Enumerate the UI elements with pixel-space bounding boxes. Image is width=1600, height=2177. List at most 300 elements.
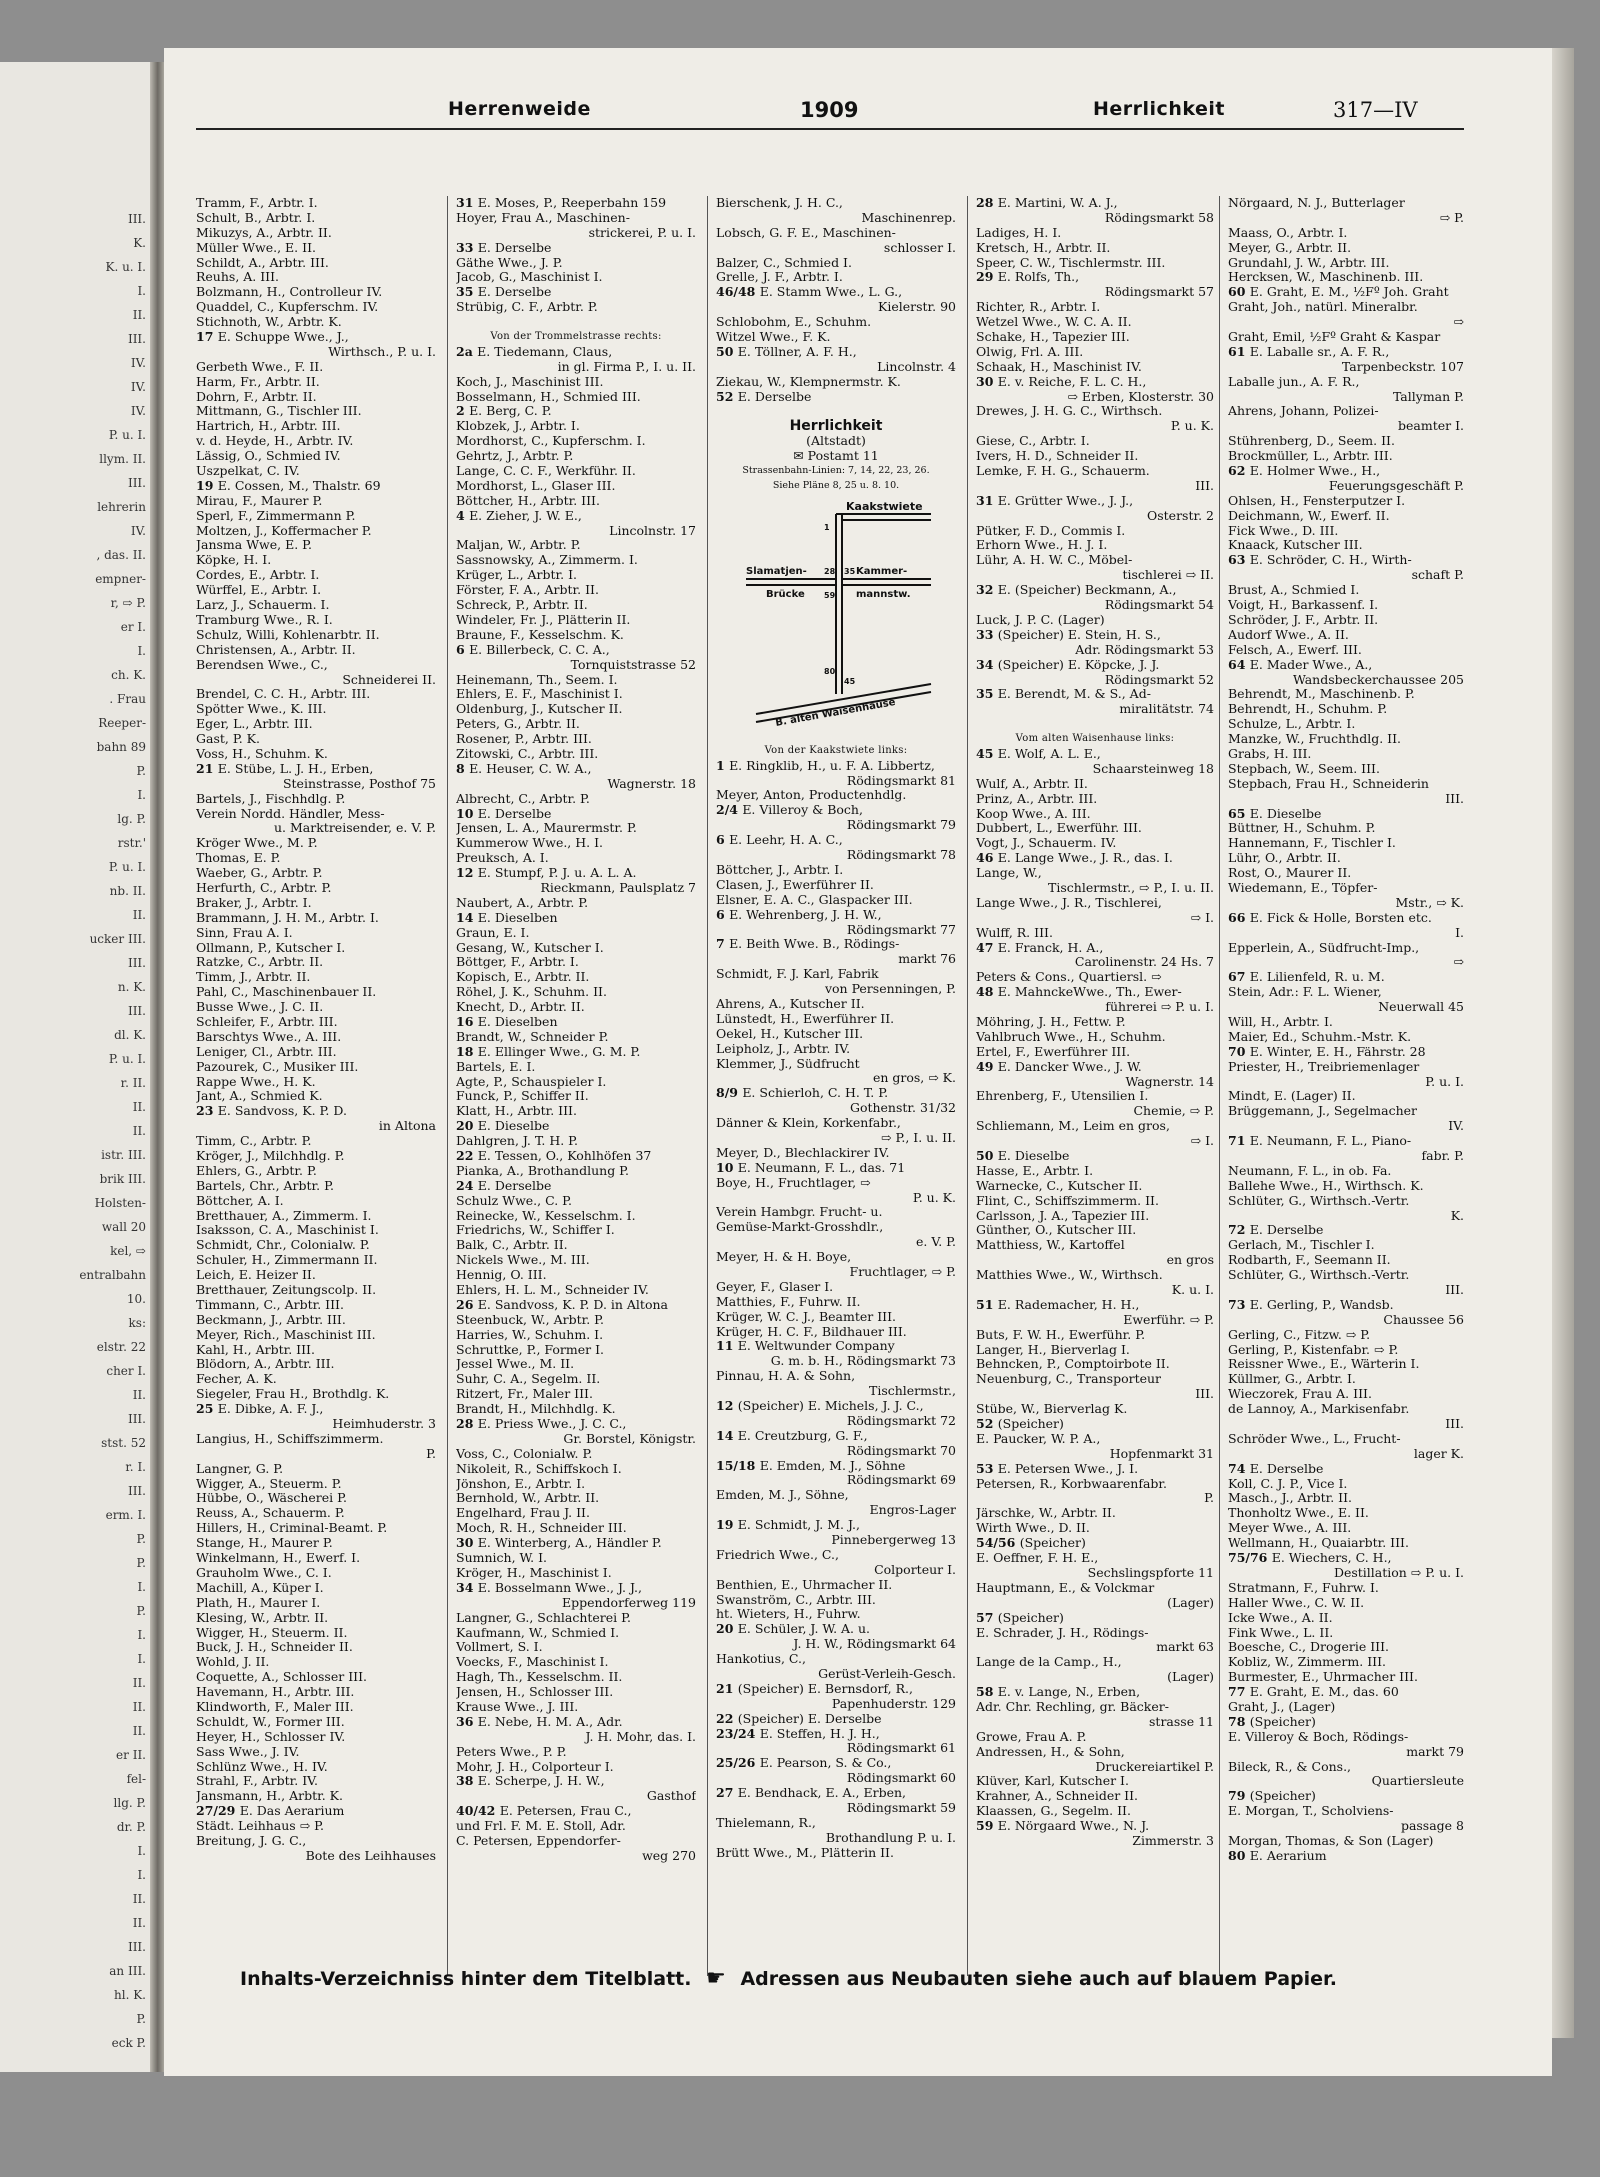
entry-text: Mstr., ⇨ K. (1395, 895, 1464, 910)
directory-entry (976, 1402, 1214, 1417)
entry-text: Zitowski, C., Arbtr. III. (456, 746, 599, 761)
directory-entry (196, 911, 436, 926)
directory-entry (716, 1280, 956, 1295)
directory-entry (456, 285, 696, 300)
directory-entry (196, 226, 436, 241)
entry-text: Ehlers, G., Arbtr. P. (196, 1163, 317, 1178)
house-number: 40/42 (456, 1804, 500, 1819)
directory-entry (976, 434, 1214, 449)
entry-text: Hasse, E., Arbtr. I. (976, 1163, 1094, 1178)
entry-text: Osterstr. 2 (1147, 508, 1214, 523)
directory-entry (716, 1086, 956, 1101)
directory-entry (1228, 1253, 1464, 1268)
entry-text: Engros-Lager (869, 1503, 956, 1518)
directory-entry (456, 1655, 696, 1670)
house-number: 15/18 (716, 1458, 760, 1473)
street-label: mannstw. (856, 588, 911, 600)
directory-entry (716, 300, 956, 315)
entry-text: Matthies, F., Fuhrw. II. (716, 1294, 861, 1309)
entry-text: Matthies Wwe., W., Wirthsch. (976, 1268, 1163, 1283)
entry-text: Benthien, E., Uhrmacher II. (716, 1577, 893, 1592)
entry-text: E. Tessen, O., Kohlhöfen 37 (477, 1149, 652, 1163)
directory-entry (716, 848, 956, 863)
footer-right-text: Adressen aus Neubauten siehe auch auf blauem Papier. (740, 1968, 1337, 1990)
entry-text: Moltzen, J., Koffermacher P. (196, 523, 372, 538)
directory-entry (1228, 538, 1464, 553)
entry-text: Schmidt, F. J. Karl, Fabrik (716, 967, 879, 982)
left-page-text: er I. (120, 620, 146, 634)
directory-entry (196, 360, 436, 375)
directory-entry (456, 256, 696, 271)
entry-text: Dohrn, F., Arbtr. II. (196, 389, 317, 404)
entry-text: E. Dancker Wwe., J. W. (997, 1059, 1142, 1074)
directory-entry (716, 1473, 956, 1488)
entry-text: Meyer Wwe., A. III. (1228, 1521, 1352, 1536)
entry-text: Rödingsmarkt 70 (846, 1443, 956, 1458)
directory-entry (976, 1328, 1214, 1343)
directory-entry (716, 1444, 956, 1459)
entry-text: Meyer, Anton, Productenhdlg. (716, 788, 907, 803)
directory-entry (456, 1819, 696, 1834)
house-number: 62 (1228, 464, 1250, 479)
directory-entry (976, 270, 1214, 285)
directory-entry (1228, 1789, 1464, 1804)
entry-text: Müller Wwe., E. II. (196, 240, 316, 255)
directory-entry (976, 568, 1214, 583)
directory-entry (976, 360, 1214, 375)
directory-entry (976, 613, 1214, 628)
entry-text: von Persenningen, P. (824, 982, 956, 997)
directory-entry (976, 807, 1214, 822)
entry-text: Deichmann, W., Ewerf. II. (1228, 508, 1390, 523)
column-divider (1219, 196, 1220, 1976)
entry-text: Engelhard, Frau J. II. (456, 1506, 590, 1521)
entry-text: Oekel, H., Kutscher III. (716, 1026, 864, 1041)
directory-entry (716, 1697, 956, 1712)
entry-text: E. Pearson, S. & Co., (759, 1756, 892, 1771)
directory-entry (1228, 1655, 1464, 1670)
directory-entry (976, 1030, 1214, 1045)
entry-text: Mittmann, G., Tischler III. (196, 404, 362, 419)
entry-text: führerei ⇨ P. u. I. (1105, 1000, 1214, 1015)
left-page-text: P. (136, 2012, 146, 2026)
directory-entry (196, 434, 436, 449)
entry-text: E. Creutzburg, G. F., (737, 1428, 868, 1443)
directory-entry (716, 1027, 956, 1042)
directory-entry (976, 315, 1214, 330)
directory-entry (716, 744, 956, 759)
left-page-text: K. (133, 236, 146, 250)
entry-text: E. Martini, W. A. J., (997, 196, 1118, 210)
directory-entry (976, 1075, 1214, 1090)
entry-text: Langius, H., Schiffszimmerm. (196, 1431, 384, 1446)
directory-entry (196, 1298, 436, 1313)
entry-text: E. Stübe, L. J. H., Erben, (217, 761, 374, 776)
entry-text: Klüver, Karl, Kutscher I. (976, 1774, 1129, 1789)
street-label: Brücke (766, 588, 805, 600)
directory-entry (196, 1253, 436, 1268)
entry-text: E. Nörgaard Wwe., N. J. (997, 1819, 1150, 1834)
column-divider (707, 196, 708, 1976)
directory-entry (196, 1402, 436, 1417)
directory-entry (1228, 598, 1464, 613)
entry-text: Zimmerstr. 3 (1132, 1833, 1214, 1848)
entry-text: Kröger, H., Maschinist I. (456, 1565, 612, 1580)
entry-text: Cordes, E., Arbtr. I. (196, 568, 320, 583)
directory-entry (456, 1387, 696, 1402)
house-number: 23/24 (716, 1726, 760, 1741)
directory-entry (1228, 509, 1464, 524)
house-number: 27/29 (196, 1804, 240, 1819)
entry-text: Schult, B., Arbtr. I. (196, 210, 316, 225)
entry-text: E. Sandvoss, K. P. D. (217, 1104, 347, 1119)
entry-text: strickerei, P. u. I. (588, 225, 696, 240)
directory-entry (456, 1283, 696, 1298)
directory-entry (976, 1119, 1214, 1134)
entry-text: Epperlein, A., Südfrucht-Imp., (1228, 940, 1420, 955)
left-page-text: II. (132, 1916, 146, 1930)
entry-text: E. Ellinger Wwe., G. M. P. (477, 1044, 641, 1059)
entry-text: (Speicher) (1249, 1789, 1316, 1804)
directory-entry (196, 479, 436, 494)
directory-entry (1228, 1819, 1464, 1834)
directory-entry (1228, 1238, 1464, 1253)
entry-text: III. (1445, 1283, 1464, 1298)
directory-entry (1228, 553, 1464, 568)
directory-entry (976, 1089, 1214, 1104)
entry-text: E. Heuser, C. W. A., (469, 761, 592, 776)
entry-text: Ehlers, H. L. M., Schneider IV. (456, 1283, 649, 1298)
entry-text: schaft P. (1411, 568, 1464, 583)
house-number: 28 (456, 1417, 478, 1432)
directory-entry (456, 553, 696, 568)
entry-text: Böttcher, A. I. (196, 1193, 284, 1208)
entry-text: Schildt, A., Arbtr. III. (196, 255, 329, 270)
entry-text: Fick Wwe., D. III. (1228, 523, 1339, 538)
directory-entry (196, 1849, 436, 1864)
house-number: 14 (716, 1428, 738, 1443)
directory-entry (716, 878, 956, 893)
directory-entry (716, 1503, 956, 1518)
entry-text: Harm, Fr., Arbtr. II. (196, 374, 320, 389)
house-number: 74 (1228, 1461, 1250, 1476)
directory-entry (976, 1209, 1214, 1224)
directory-entry (196, 1432, 436, 1447)
entry-text: Gast, P. K. (196, 732, 260, 747)
entry-text: Reuss, A., Schauerm. P. (196, 1506, 345, 1521)
directory-entry (716, 196, 956, 211)
directory-entry (976, 449, 1214, 464)
entry-text: Behrendt, H., Schuhm. P. (1228, 702, 1388, 717)
directory-entry (1228, 1730, 1464, 1745)
entry-text: Wigger, H., Steuerm. II. (196, 1625, 348, 1640)
entry-text: Gemüse-Markt-Grosshdlr., (716, 1220, 884, 1235)
directory-entry (716, 1459, 956, 1474)
left-page-text: III. (127, 212, 146, 226)
entry-text: Adr. Chr. Rechling, gr. Bäcker- (976, 1699, 1169, 1714)
directory-entry (976, 1179, 1214, 1194)
directory-entry (976, 211, 1214, 226)
entry-text: Stübe, W., Bierverlag K. (976, 1402, 1128, 1417)
entry-text: Klemmer, J., Südfrucht (716, 1056, 860, 1071)
entry-text: E. Rolfs, Th., (997, 270, 1080, 285)
directory-entry (1228, 911, 1464, 926)
directory-entry (196, 1328, 436, 1343)
directory-entry (196, 196, 436, 211)
directory-entry (456, 1834, 696, 1849)
directory-entry (456, 1849, 696, 1864)
house-number: 27 (716, 1786, 738, 1801)
directory-entry (196, 1387, 436, 1402)
entry-text: Balzer, C., Schmied I. (716, 255, 852, 270)
entry-text: Gesang, W., Kutscher I. (456, 940, 604, 955)
house-number: 20 (716, 1622, 738, 1637)
entry-text: Heinemann, Th., Seem. I. (456, 672, 618, 687)
directory-entry (976, 1432, 1214, 1447)
directory-entry (196, 1477, 436, 1492)
directory-entry (1228, 1134, 1464, 1149)
entry-text: Krahner, A., Schneider II. (976, 1789, 1139, 1804)
directory-entry (976, 1477, 1214, 1492)
directory-entry (1228, 1387, 1464, 1402)
entry-text: en gros (1166, 1253, 1214, 1268)
directory-entry (976, 1670, 1214, 1685)
left-page-text: lg. P. (117, 812, 146, 826)
directory-entry (1228, 1611, 1464, 1626)
directory-entry (1228, 1804, 1464, 1819)
left-page-text: r. I. (125, 1460, 146, 1474)
directory-entry (1228, 360, 1464, 375)
directory-entry (196, 777, 436, 792)
entry-text: E. Sandvoss, K. P. D. in Altona (477, 1297, 668, 1312)
directory-entry (456, 911, 696, 926)
house-number: 48 (976, 985, 998, 1000)
entry-text: en gros, ⇨ K. (872, 1071, 956, 1086)
entry-text: Röhel, J. K., Schuhm. II. (456, 985, 607, 1000)
entry-text: Schneiderei II. (342, 672, 436, 687)
entry-text: Growe, Frau A. P. (976, 1729, 1087, 1744)
entry-text: Mirau, F., Maurer P. (196, 493, 323, 508)
directory-entry (456, 1134, 696, 1149)
entry-text: Järschke, W., Arbtr. II. (976, 1506, 1116, 1521)
directory-entry (716, 1771, 956, 1786)
entry-text: Boye, H., Fruchtlager, ⇨ (716, 1175, 871, 1190)
directory-entry (716, 464, 956, 479)
directory-entry (716, 211, 956, 226)
entry-text: Koop Wwe., A. III. (976, 806, 1091, 821)
directory-entry (716, 818, 956, 833)
directory-entry (976, 866, 1214, 881)
directory-entry (976, 836, 1214, 851)
directory-entry (456, 1611, 696, 1626)
directory-entry (976, 300, 1214, 315)
directory-entry (1228, 464, 1464, 479)
left-page-text: entralbahn (79, 1268, 146, 1282)
directory-entry (716, 419, 956, 434)
street-label: Kammer- (856, 565, 908, 577)
house-number: 33 (456, 240, 478, 255)
directory-entry (976, 1194, 1214, 1209)
entry-text: Schreck, P., Arbtr. II. (456, 598, 588, 613)
directory-entry (1228, 1596, 1464, 1611)
directory-entry (196, 970, 436, 985)
directory-entry (716, 1101, 956, 1116)
entry-text: Destillation ⇨ P. u. I. (1333, 1565, 1464, 1580)
left-page-text: ks: (128, 1316, 146, 1330)
directory-entry (716, 1176, 956, 1191)
directory-entry (1228, 211, 1464, 226)
left-page-text: P. u. I. (108, 428, 146, 442)
left-page-text: II. (132, 1388, 146, 1402)
directory-entry (1228, 1119, 1464, 1134)
directory-entry (976, 1789, 1214, 1804)
entry-text: Klaassen, G., Segelm. II. (976, 1804, 1131, 1819)
pointing-hand-icon: ☛ (706, 1966, 726, 1991)
entry-text: E. Paucker, W. P. A., (976, 1431, 1101, 1446)
directory-entry (196, 1223, 436, 1238)
directory-entry (196, 449, 436, 464)
entry-text: Kopisch, E., Arbtr. II. (456, 970, 590, 985)
entry-text: Kobliz, W., Zimmerm. III. (1228, 1655, 1386, 1670)
entry-text: Böttcher, J., Arbtr. I. (716, 862, 844, 877)
left-page-text: IV. (130, 524, 146, 538)
directory-entry (196, 1551, 436, 1566)
entry-text: E. Franck, H. A., (997, 940, 1104, 955)
left-page-text: bahn 89 (96, 740, 146, 754)
house-number: 63 (1228, 553, 1250, 568)
entry-text: Maass, O., Arbtr. I. (1228, 225, 1348, 240)
entry-text: Friedrichs, W., Schiffer I. (456, 1223, 615, 1238)
house-number: 10 (456, 806, 478, 821)
directory-entry (1228, 777, 1464, 792)
directory-entry (976, 658, 1214, 673)
directory-entry (1228, 1223, 1464, 1238)
directory-entry (976, 1685, 1214, 1700)
house-number: 45 (976, 746, 998, 761)
directory-entry (716, 1548, 956, 1563)
house-number: 36 (456, 1714, 478, 1729)
directory-entry (456, 985, 696, 1000)
directory-entry (1228, 1268, 1464, 1283)
directory-entry (196, 1268, 436, 1283)
left-page-text: III. (127, 1412, 146, 1426)
directory-entry (456, 1075, 696, 1090)
entry-text: E. Nebe, H. M. A., Adr. (477, 1714, 623, 1729)
entry-text: (Speicher) (1249, 1714, 1316, 1729)
directory-entry (716, 1488, 956, 1503)
directory-entry (196, 509, 436, 524)
house-number: 47 (976, 940, 998, 955)
directory-entry (456, 479, 696, 494)
house-number: 16 (456, 1014, 478, 1029)
directory-entry (1228, 1075, 1464, 1090)
entry-text: Pianka, A., Brothandlung P. (456, 1163, 630, 1178)
directory-entry (1228, 851, 1464, 866)
entry-text: Bretthauer, Zeitungscolp. II. (196, 1283, 377, 1298)
directory-entry (716, 1578, 956, 1593)
left-page-text: I. (137, 1580, 146, 1594)
directory-entry (456, 1209, 696, 1224)
entry-text: Berendsen Wwe., C., (196, 657, 328, 672)
entry-text: Klatt, H., Arbtr. III. (456, 1104, 577, 1119)
directory-entry (456, 241, 696, 256)
directory-entry (196, 1357, 436, 1372)
directory-entry (1228, 658, 1464, 673)
entry-text: Knecht, D., Arbtr. II. (456, 1000, 585, 1015)
entry-text: Neuenburg, C., Transporteur (976, 1372, 1162, 1387)
entry-text: Rödingsmarkt 58 (1104, 210, 1214, 225)
entry-text: Behrendt, M., Maschinenb. P. (1228, 687, 1415, 702)
entry-text: Uszpelkat, C. IV. (196, 464, 300, 479)
entry-text: markt 79 (1406, 1744, 1464, 1759)
entry-text: Herfurth, C., Arbtr. P. (196, 880, 332, 895)
directory-entry (456, 375, 696, 390)
entry-text: E. Schüler, J. W. A. u. (737, 1622, 871, 1637)
house-number: 7 (716, 937, 730, 952)
entry-text: Rödingsmarkt 78 (846, 848, 956, 863)
directory-entry (196, 553, 436, 568)
directory-entry (196, 613, 436, 628)
directory-entry (1228, 449, 1464, 464)
directory-entry (1228, 1343, 1464, 1358)
directory-entry (976, 1506, 1214, 1521)
entry-text: Timm, C., Arbtr. P. (196, 1134, 312, 1149)
entry-text: Schake, H., Tapezier III. (976, 330, 1130, 345)
directory-entry (1228, 241, 1464, 256)
header-street-right: Herrlichkeit (1093, 98, 1225, 120)
entry-text: Leich, E. Heizer II. (196, 1268, 316, 1283)
directory-entry (196, 1819, 436, 1834)
left-page-text: I. (137, 1868, 146, 1882)
directory-entry (196, 1447, 436, 1462)
directory-entry (456, 1060, 696, 1075)
house-number: 52 (976, 1417, 998, 1432)
street-label: 45 (844, 676, 856, 686)
page-edge (1552, 48, 1574, 2038)
directory-entry (1228, 1030, 1464, 1045)
directory-entry (716, 1727, 956, 1742)
entry-text: Gäthe Wwe., J. P. (456, 255, 563, 270)
entry-text: Morgan, Thomas, & Son (Lager) (1228, 1833, 1434, 1848)
directory-entry (976, 1447, 1214, 1462)
house-number: 17 (196, 330, 218, 345)
entry-text: ht. Wieters, H., Fuhrw. (716, 1607, 861, 1622)
footer-note (240, 1966, 1440, 1991)
directory-entry (196, 375, 436, 390)
entry-text: C. Petersen, Eppendorfer- (456, 1833, 621, 1848)
directory-entry (196, 285, 436, 300)
directory-entry (196, 1000, 436, 1015)
directory-entry (716, 1191, 956, 1206)
house-number: 51 (976, 1297, 998, 1312)
entry-text: Coquette, A., Schlosser III. (196, 1670, 367, 1685)
street-label: 1 (824, 522, 830, 532)
entry-text: E. Schmidt, J. M. J., (737, 1518, 860, 1533)
entry-text: Rappe Wwe., H. K. (196, 1074, 316, 1089)
entry-text: Fruchtlager, ⇨ P. (849, 1264, 956, 1279)
entry-text: E. Das Aerarium (239, 1804, 345, 1819)
entry-text: Gothenstr. 31/32 (849, 1101, 956, 1116)
entry-text: Thonholtz Wwe., E. II. (1228, 1506, 1369, 1521)
directory-entry (456, 434, 696, 449)
directory-entry (976, 643, 1214, 658)
directory-entry (196, 1506, 436, 1521)
entry-text: Witzel Wwe., F. K. (716, 330, 831, 345)
directory-entry (1228, 285, 1464, 300)
entry-text: E. Wolf, A. L. E., (997, 746, 1101, 761)
directory-entry (1228, 1089, 1464, 1104)
entry-text: Tramm, F., Arbtr. I. (196, 196, 318, 210)
